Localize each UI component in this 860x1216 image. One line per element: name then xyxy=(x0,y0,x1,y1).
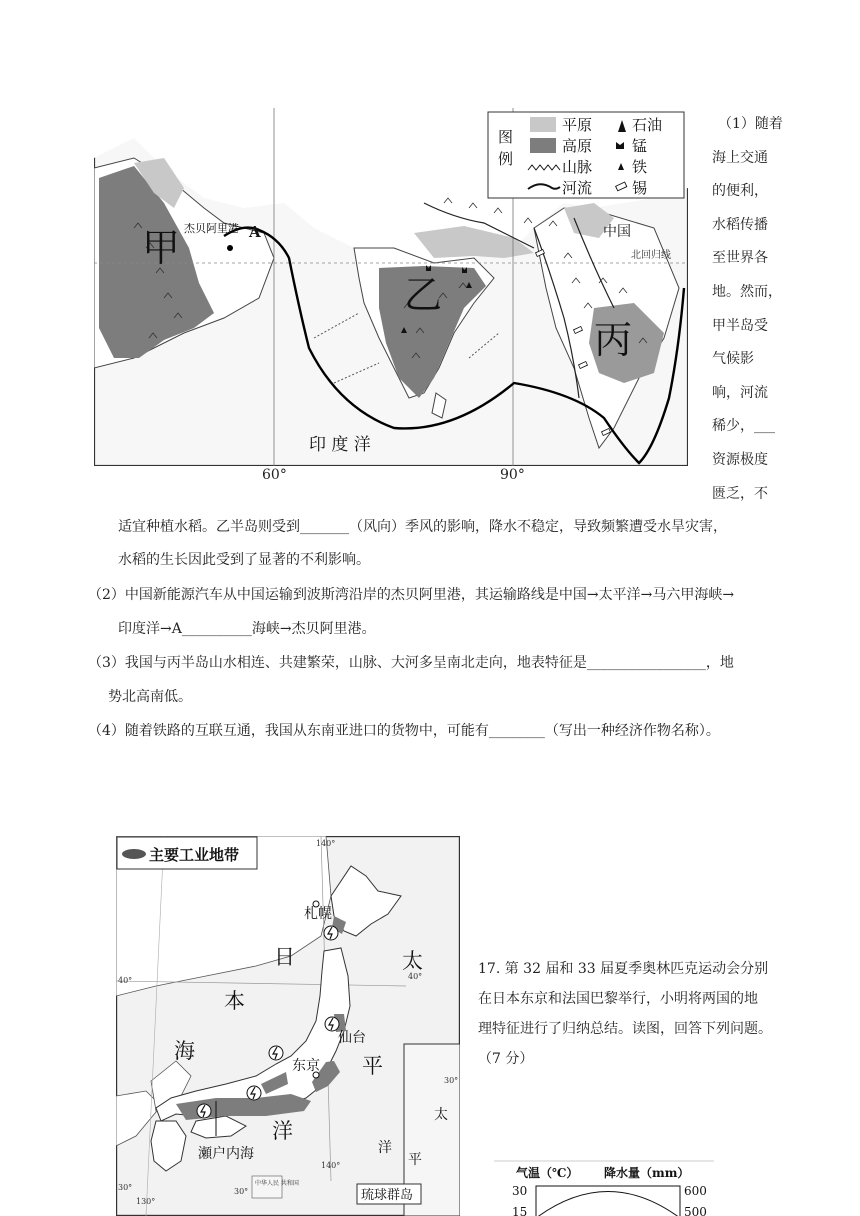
lon-label: 140° xyxy=(321,1161,341,1170)
q3-text: 势北高南低。 xyxy=(108,689,192,705)
q17-line: 17. 第 32 届和 33 届夏季奥林匹克运动会分别 xyxy=(478,961,769,977)
region-jia-label: 甲 xyxy=(142,226,181,270)
q17-line: （7 分） xyxy=(478,1051,534,1067)
tropic-label: 北回归线 xyxy=(631,250,671,261)
region-bing-label: 丙 xyxy=(594,318,633,362)
q1-line: 稀少，___ xyxy=(712,418,775,435)
asia-map xyxy=(94,108,688,466)
q1-line: 资源极度 xyxy=(712,451,768,468)
q1-line: 至世界各 xyxy=(712,250,768,267)
point-a-label: A xyxy=(249,223,261,241)
q1-continued: 适宜种植水稻。乙半岛则受到_______（风向）季风的影响，降水不稳定，导致频繁遭受水旱灾害， xyxy=(118,519,727,535)
region-yi-label: 乙 xyxy=(404,273,443,317)
legend-oil-label: 石油 xyxy=(632,116,663,134)
chart-header-right: 降水量（mm） xyxy=(604,1166,690,1180)
japan-map xyxy=(116,836,460,1216)
sendai-label: 仙台 xyxy=(338,1030,366,1046)
legend-manganese-label: 锰 xyxy=(632,137,648,155)
china-label: 中国 xyxy=(603,224,631,240)
sea-char: 日 xyxy=(274,945,295,969)
q2-text: （2）中国新能源汽车从中国运输到波斯湾沿岸的杰贝阿里港，其运输路线是中国→太平洋→马六甲海峡→ xyxy=(88,587,735,603)
setonaikai-label: 瀬户内海 xyxy=(198,1146,254,1162)
chart-left-tick: 15 xyxy=(512,1205,528,1216)
lat-label: 30° xyxy=(234,1187,249,1196)
lon-label: 130° xyxy=(136,1197,156,1206)
inset-ocean-char: 平 xyxy=(408,1152,422,1168)
climate-chart xyxy=(494,1160,718,1216)
tokyo-label: 东京 xyxy=(292,1058,320,1074)
inset-ocean-char: 太 xyxy=(434,1107,448,1123)
map1-legend xyxy=(488,112,684,198)
lon-label: 140° xyxy=(316,839,336,848)
china-note: 中华人民 共和国 xyxy=(255,1180,299,1187)
q1-line: 响，河流 xyxy=(712,384,768,401)
legend-title-2: 例 xyxy=(498,150,514,168)
lat-label: 40° xyxy=(408,972,423,981)
legend-tin-label: 锡 xyxy=(632,179,648,197)
q1-line: 地。然而， xyxy=(712,283,782,300)
chart-right-tick: 600 xyxy=(684,1184,707,1198)
q1-line: 水稻传播 xyxy=(712,216,768,233)
ocean-char: 太 xyxy=(402,949,423,973)
q4-text: （4）随着铁路的互联互通，我国从东南亚进口的货物中，可能有________（写出一种经济作物名称）。 xyxy=(88,723,720,739)
map2-legend xyxy=(117,837,257,869)
sea-char: 海 xyxy=(174,1039,195,1063)
legend-industrial-label: 主要工业地带 xyxy=(149,846,240,864)
ocean-char: 平 xyxy=(362,1054,383,1078)
ocean-label: 印 度 洋 xyxy=(309,435,371,455)
port-marker xyxy=(227,245,233,251)
ocean-char: 洋 xyxy=(272,1119,293,1143)
legend-river-label: 河流 xyxy=(562,179,593,197)
q1-line: （1）随着 xyxy=(718,116,783,132)
legend-plain-label: 平原 xyxy=(562,116,593,134)
ryukyu-label: 琉球群岛 xyxy=(361,1188,414,1203)
legend-plateau-label: 高原 xyxy=(562,137,593,155)
q1-continued: 水稻的生长因此受到了显著的不利影响。 xyxy=(118,552,370,568)
q17-line: 理特征进行了归纳总结。读图，回答下列问题。 xyxy=(478,1021,772,1037)
legend-title-1: 图 xyxy=(498,128,514,146)
q3-text: （3）我国与丙半岛山水相连、共建繁荣，山脉、大河多呈南北走向，地表特征是_________________，地 xyxy=(88,655,734,671)
chart-header-left: 气温（℃） xyxy=(516,1166,579,1180)
sea-char: 本 xyxy=(224,989,245,1013)
legend-iron-label: 铁 xyxy=(632,158,648,176)
q1-line: 气候影 xyxy=(712,351,754,368)
q1-line: 甲半岛受 xyxy=(712,317,768,334)
q1-line: 匮乏，不 xyxy=(712,485,768,502)
chart-left-tick: 30 xyxy=(512,1184,528,1198)
inset-ocean-char: 洋 xyxy=(378,1140,392,1156)
lat-label: 40° xyxy=(118,976,133,985)
q2-text: 印度洋→A__________海峡→杰贝阿里港。 xyxy=(118,621,376,637)
q1-line: 的便利， xyxy=(712,183,768,200)
q1-side-text xyxy=(712,108,790,511)
chart-right-tick: 500 xyxy=(684,1205,707,1216)
port-label: 杰贝阿里港 xyxy=(184,222,239,235)
legend-mountain-label: 山脉 xyxy=(562,158,593,176)
sapporo-label: 札幌 xyxy=(304,906,332,922)
lat-label: 30° xyxy=(118,1183,133,1192)
lat-label: 30° xyxy=(444,1076,459,1085)
lon60-label: 60° xyxy=(262,467,287,483)
lon90-label: 90° xyxy=(500,467,525,483)
q17-line: 在日本东京和法国巴黎举行，小明将两国的地 xyxy=(478,991,758,1007)
q1-line: 海上交通 xyxy=(712,149,768,166)
q17-text xyxy=(478,954,788,1074)
